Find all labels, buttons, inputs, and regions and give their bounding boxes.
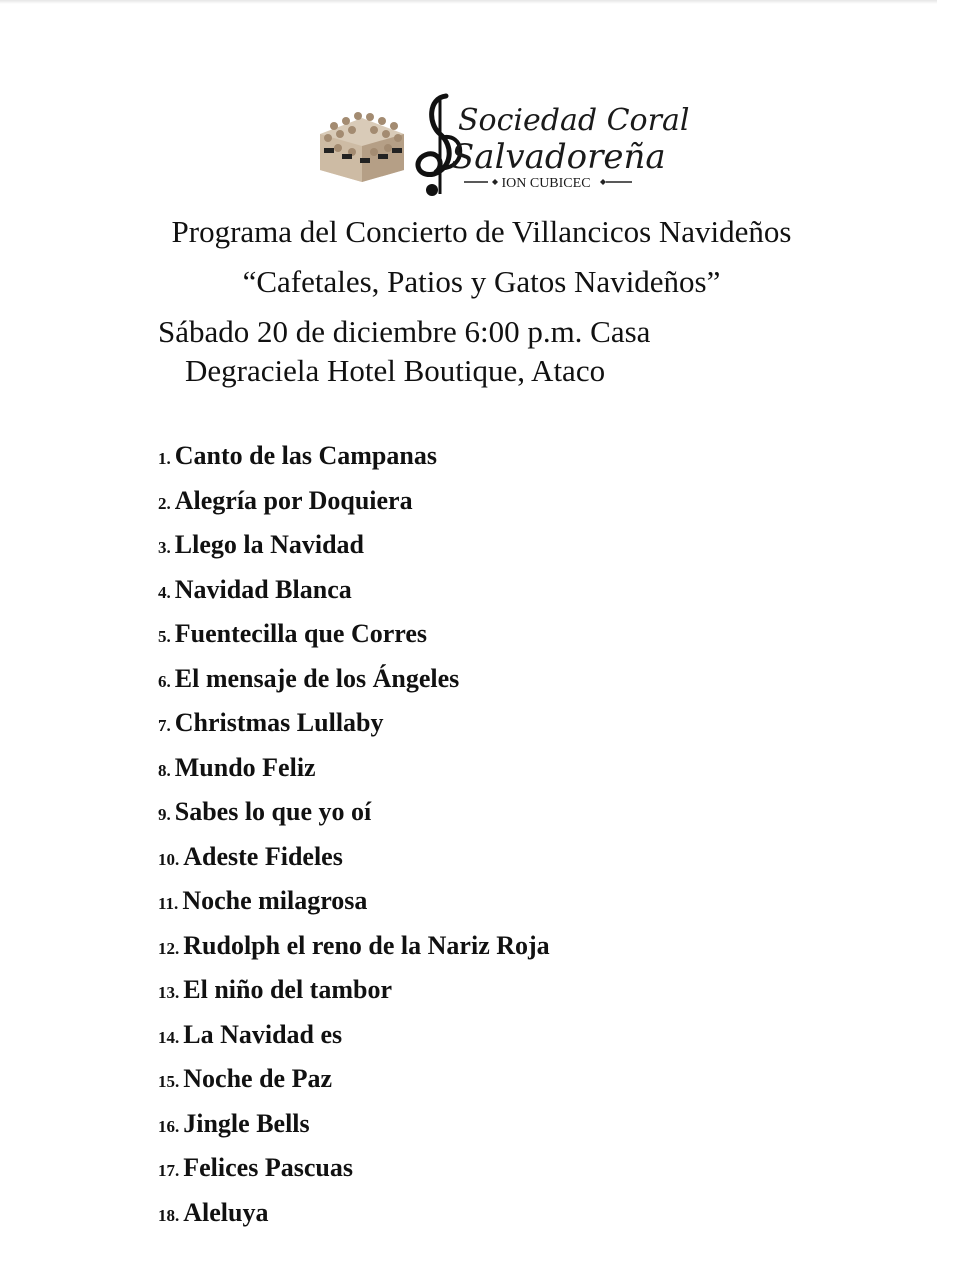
choir-logo — [316, 90, 690, 200]
song-item — [158, 1060, 550, 1105]
song-item — [158, 838, 550, 883]
song-number: 6. — [158, 671, 171, 691]
song-number: 12. — [158, 938, 180, 958]
song-item — [158, 1105, 550, 1150]
logo-tagline: ION CUBICEC — [501, 176, 591, 191]
event-date-line: Sábado 20 de diciembre 6:00 p.m. Casa — [158, 314, 651, 349]
song-number: 2. — [158, 493, 171, 513]
choir-logo-graphic — [316, 90, 690, 200]
song-number: 14. — [158, 1027, 180, 1047]
song-title: El mensaje de los Ángeles — [174, 663, 460, 693]
song-number: 7. — [158, 716, 171, 735]
song-number: 16. — [158, 1116, 180, 1136]
song-number: 15. — [158, 1072, 180, 1091]
song-title: Fuentecilla que Corres — [174, 619, 428, 648]
song-number: 17. — [158, 1161, 180, 1180]
song-item — [158, 437, 550, 482]
song-item — [158, 1194, 550, 1239]
song-title: La Navidad es — [183, 1019, 343, 1049]
song-title: Felices Pascuas — [183, 1153, 353, 1182]
song-title: Noche de Paz — [183, 1064, 332, 1093]
song-title: Jingle Bells — [183, 1108, 310, 1138]
song-title: Sabes lo que yo oí — [174, 797, 372, 826]
program-title: Programa del Concierto de Villancicos Navideños — [171, 214, 792, 249]
song-item — [158, 749, 550, 794]
program-subtitle: “Cafetales, Patios y Gatos Navideños” — [242, 264, 721, 299]
song-item — [158, 615, 550, 660]
song-number: 13. — [158, 983, 180, 1002]
song-title: Alegría por Doquiera — [174, 485, 413, 515]
song-item — [158, 927, 550, 972]
song-number: 4. — [158, 582, 171, 602]
song-number: 1. — [158, 449, 171, 468]
song-number: 5. — [158, 627, 171, 646]
song-item — [158, 704, 550, 749]
song-title: Llego la Navidad — [174, 530, 364, 559]
song-title: Adeste Fideles — [183, 841, 343, 871]
choir-figures-icon — [320, 112, 404, 182]
song-title: Rudolph el reno de la Nariz Roja — [183, 930, 550, 960]
song-number: 9. — [158, 805, 171, 824]
song-number: 10. — [158, 849, 180, 869]
song-list — [158, 437, 550, 1238]
song-title: Navidad Blanca — [174, 574, 352, 604]
song-item — [158, 1149, 550, 1194]
song-title: Aleluya — [183, 1197, 269, 1227]
song-item — [158, 571, 550, 616]
song-number: 3. — [158, 538, 171, 557]
song-number: 18. — [158, 1205, 180, 1225]
song-number: 11. — [158, 894, 179, 913]
event-venue-line: Degraciela Hotel Boutique, Ataco — [185, 353, 606, 388]
song-item — [158, 482, 550, 527]
logo-line-2: Salvadoreña — [451, 137, 666, 177]
song-title: Noche milagrosa — [182, 886, 368, 915]
page-top-shadow — [0, 0, 937, 4]
song-item — [158, 1016, 550, 1061]
song-item — [158, 526, 550, 571]
song-title: El niño del tambor — [183, 975, 392, 1004]
logo-line-1: Sociedad Coral — [458, 103, 690, 138]
song-title: Mundo Feliz — [174, 752, 316, 782]
song-item — [158, 793, 550, 838]
song-item — [158, 971, 550, 1016]
song-number: 8. — [158, 760, 171, 780]
song-item — [158, 882, 550, 927]
song-title: Canto de las Campanas — [174, 441, 437, 470]
song-title: Christmas Lullaby — [174, 708, 384, 737]
song-item — [158, 660, 550, 705]
